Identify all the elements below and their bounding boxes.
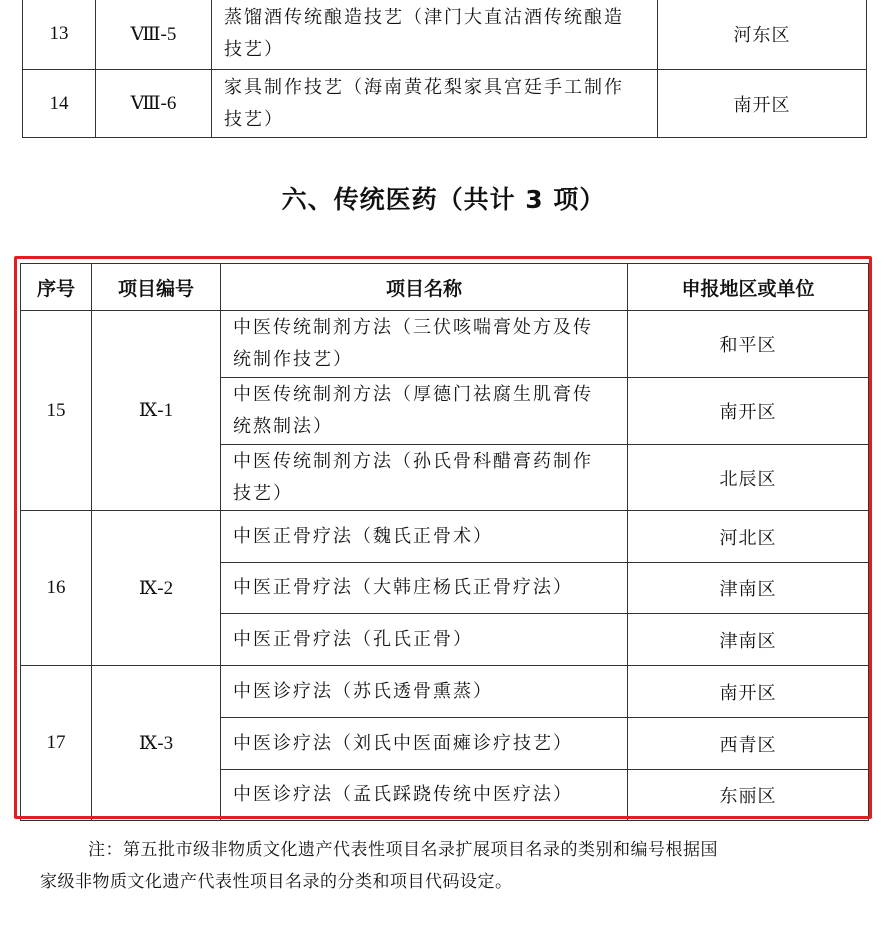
name-cell [221,445,628,511]
header-region: 申报地区或单位 [628,264,869,311]
table-header-row [21,264,869,311]
footnote-line: 家级非物质文化遗产代表性项目名录的分类和项目代码设定。 [40,872,513,892]
name-line: 技艺） [224,39,284,60]
code-cell: Ⅷ-5 [96,0,212,70]
name-cell [212,0,658,70]
region-cell: 南开区 [628,378,869,445]
name-line: 统制作技艺） [233,349,353,370]
name-line: 技艺） [233,482,293,504]
previous-section-table [22,0,867,138]
footnote-line: 注：第五批市级非物质文化遗产代表性项目名录扩展项目名录的类别和编号根据国 [88,840,718,860]
region-cell: 北辰区 [628,445,869,511]
seq-cell: 13 [23,0,96,70]
name-line: 中医传统制剂方法（孙氏骨科醋膏药制作 [233,450,593,472]
name-cell: 中医诊疗法（刘氏中医面瘫诊疗技艺） [221,718,628,770]
name-cell: 中医正骨疗法（大韩庄杨氏正骨疗法） [221,563,628,614]
name-cell [221,378,628,445]
region-cell: 津南区 [628,563,869,614]
header-name: 项目名称 [221,264,628,311]
name-cell [221,311,628,378]
region-cell: 河北区 [628,511,869,563]
name-line: 中医传统制剂方法（厚德门祛腐生肌膏传 [233,384,593,405]
region-cell: 河东区 [658,0,867,70]
traditional-medicine-table [20,263,869,821]
region-cell: 东丽区 [628,770,869,821]
table-row [21,666,869,718]
name-cell: 中医诊疗法（孟氏踩跷传统中医疗法） [221,770,628,821]
name-line: 中医传统制剂方法（三伏咳喘膏处方及传 [233,317,593,338]
name-line: 蒸馏酒传统酿造技艺（津门大直沽酒传统酿造 [224,7,624,28]
table-row [21,511,869,563]
region-cell: 和平区 [628,311,869,378]
name-line: 技艺） [224,108,284,130]
region-cell: 津南区 [628,614,869,666]
name-line: 家具制作技艺（海南黄花梨家具宫廷手工制作 [224,76,624,98]
name-cell: 中医正骨疗法（孔氏正骨） [221,614,628,666]
name-cell: 中医正骨疗法（魏氏正骨术） [221,511,628,563]
table-row [23,0,867,70]
name-cell [212,70,658,138]
seq-cell: 16 [21,511,92,666]
name-cell: 中医诊疗法（苏氏透骨熏蒸） [221,666,628,718]
name-line: 统熬制法） [233,416,333,437]
seq-cell: 17 [21,666,92,821]
header-seq: 序号 [21,264,92,311]
code-cell: Ⅸ-3 [92,666,221,821]
seq-cell: 15 [21,311,92,511]
code-cell: Ⅸ-1 [92,311,221,511]
table-row [23,70,867,138]
region-cell: 西青区 [628,718,869,770]
header-code: 项目编号 [92,264,221,311]
region-cell: 南开区 [658,70,867,138]
region-cell: 南开区 [628,666,869,718]
code-cell: Ⅸ-2 [92,511,221,666]
section-title: 六、传统医药（共计 3 项） [281,185,606,214]
code-cell: Ⅷ-6 [96,70,212,138]
table-row [21,311,869,378]
seq-cell: 14 [23,70,96,138]
footnote [40,834,855,898]
